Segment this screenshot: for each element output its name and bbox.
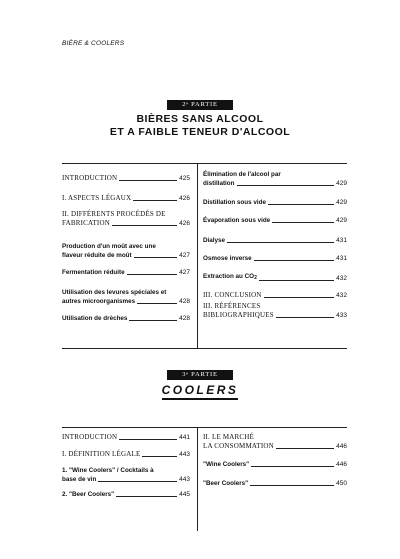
toc-entry xyxy=(203,302,347,320)
toc-entry xyxy=(62,242,190,260)
toc-entry-text: autres microorganismes xyxy=(62,298,136,305)
toc-entry xyxy=(62,490,190,499)
toc-entry-text: FABRICATION xyxy=(62,219,110,227)
leader-line xyxy=(129,320,177,321)
leader-line xyxy=(237,185,335,186)
toc-entry xyxy=(203,272,347,283)
toc-page-number: 443 xyxy=(179,476,190,483)
leader-line xyxy=(251,466,334,467)
toc-entry-text: II. DIFFÉRENTS PROCÉDÉS DE xyxy=(62,210,166,218)
toc-entry xyxy=(62,268,190,277)
leader-line xyxy=(227,242,334,243)
leader-line xyxy=(250,485,334,486)
toc-entry-text: Dialyse xyxy=(203,237,226,244)
toc-entry-text: distillation xyxy=(203,180,235,187)
leader-line xyxy=(268,204,334,205)
part3-title-underline xyxy=(162,398,238,400)
toc-entry-text: Extraction au $CO_2$ xyxy=(203,273,257,281)
toc-entry-text: Évaporation sous vide xyxy=(203,217,271,224)
toc-page-number: 441 xyxy=(179,434,190,441)
toc-entry xyxy=(62,210,190,228)
toc-entry xyxy=(62,174,190,183)
toc-page-number: 432 xyxy=(336,275,347,282)
toc-page-number: 429 xyxy=(336,180,347,187)
toc-entry xyxy=(62,450,190,459)
toc-entry xyxy=(203,433,347,451)
running-head: BIÈRE & COOLERS xyxy=(62,40,125,47)
toc-entry-text: 1. "Wine Coolers" / Cocktails à xyxy=(62,467,154,474)
toc-entry xyxy=(203,216,347,225)
part2-label: 2ᵉ PARTIE xyxy=(167,100,233,110)
leader-line xyxy=(119,439,177,440)
toc-entry-text: Fermentation réduite xyxy=(62,269,125,276)
toc-page-number: 427 xyxy=(179,252,190,259)
toc-entry-text: LA CONSOMMATION xyxy=(203,442,274,450)
toc-page-number: 429 xyxy=(336,217,347,224)
toc-page-number: 443 xyxy=(179,451,190,458)
leader-line xyxy=(133,200,177,201)
part2-title-line1: BIÈRES SANS ALCOOL xyxy=(136,113,264,125)
toc-entry-text: INTRODUCTION xyxy=(62,433,118,441)
toc-entry xyxy=(203,460,347,469)
part2-column-divider xyxy=(197,163,198,348)
toc-page-number: 432 xyxy=(336,292,347,299)
part2-bottom-rule xyxy=(62,348,347,349)
leader-line xyxy=(264,297,335,298)
toc-entry xyxy=(203,479,347,488)
leader-line xyxy=(112,225,177,226)
toc-entry-text: Utilisation des levures spéciales et xyxy=(62,289,167,296)
toc-page-number: 445 xyxy=(179,491,190,498)
toc-entry-text: "Wine Coolers" xyxy=(203,461,250,468)
toc-entry xyxy=(62,314,190,323)
leader-line xyxy=(134,257,178,258)
leader-line xyxy=(119,180,177,181)
toc-entry-text: II. LE MARCHÉ xyxy=(203,433,255,441)
toc-page-number: 426 xyxy=(179,195,190,202)
leader-line xyxy=(127,274,178,275)
toc-entry xyxy=(62,288,190,306)
toc-entry-text: 2. "Beer Coolers" xyxy=(62,491,115,498)
toc-entry-text: BIBLIOGRAPHIQUES xyxy=(203,311,274,319)
toc-page-number: 428 xyxy=(179,315,190,322)
toc-entry xyxy=(62,466,190,484)
toc-entry xyxy=(62,433,190,442)
toc-entry xyxy=(62,194,190,203)
toc-entry xyxy=(203,170,347,188)
toc-page-number: 427 xyxy=(179,269,190,276)
toc-entry-text: I. DÉFINITION LÉGALE xyxy=(62,450,141,458)
toc-entry-text: III. CONCLUSION xyxy=(203,291,262,299)
toc-page-number: 429 xyxy=(336,199,347,206)
toc-entry-text: Osmose inverse xyxy=(203,255,252,262)
toc-entry xyxy=(203,236,347,245)
leader-line xyxy=(276,317,334,318)
toc-entry-text: flaveur réduite de moût xyxy=(62,252,132,259)
toc-entry-text: INTRODUCTION xyxy=(62,174,118,182)
toc-entry xyxy=(203,198,347,207)
part3-column-divider xyxy=(197,427,198,531)
toc-entry-text: Élimination de l'alcool par xyxy=(203,171,281,178)
leader-line xyxy=(272,222,334,223)
leader-line xyxy=(276,448,334,449)
toc-entry-text: base de vin xyxy=(62,476,97,483)
toc-entry-text: Production d'un moût avec une xyxy=(62,243,156,250)
toc-entry-text: III. RÉFÉRENCES xyxy=(203,302,261,310)
part2-title-line2: ET A FAIBLE TENEUR D'ALCOOL xyxy=(109,126,291,138)
toc-entry-text: Utilisation de drèches xyxy=(62,315,128,322)
leader-line xyxy=(137,303,177,304)
toc-entry-text: Distillation sous vide xyxy=(203,199,266,206)
part3-title: COOLERS xyxy=(161,383,239,397)
toc-entry-text: "Beer Coolers" xyxy=(203,480,249,487)
leader-line xyxy=(98,481,177,482)
toc-page-number: 428 xyxy=(179,298,190,305)
leader-line xyxy=(142,456,177,457)
leader-line xyxy=(259,280,334,281)
toc-page-number: 446 xyxy=(336,461,347,468)
toc-entry-text: I. ASPECTS LÉGAUX xyxy=(62,194,132,202)
toc-page-number: 431 xyxy=(336,255,347,262)
leader-line xyxy=(116,496,177,497)
toc-page-number: 433 xyxy=(336,312,347,319)
toc-entry xyxy=(203,254,347,263)
part2-top-rule xyxy=(62,163,347,164)
toc-page-number: 426 xyxy=(179,220,190,227)
toc-page-number: 446 xyxy=(336,443,347,450)
leader-line xyxy=(254,260,334,261)
part3-label: 3ᵉ PARTIE xyxy=(167,370,233,380)
toc-page-number: 425 xyxy=(179,175,190,182)
part3-top-rule xyxy=(62,427,347,428)
toc-entry xyxy=(203,291,347,300)
toc-page-number: 431 xyxy=(336,237,347,244)
toc-page-number: 450 xyxy=(336,480,347,487)
